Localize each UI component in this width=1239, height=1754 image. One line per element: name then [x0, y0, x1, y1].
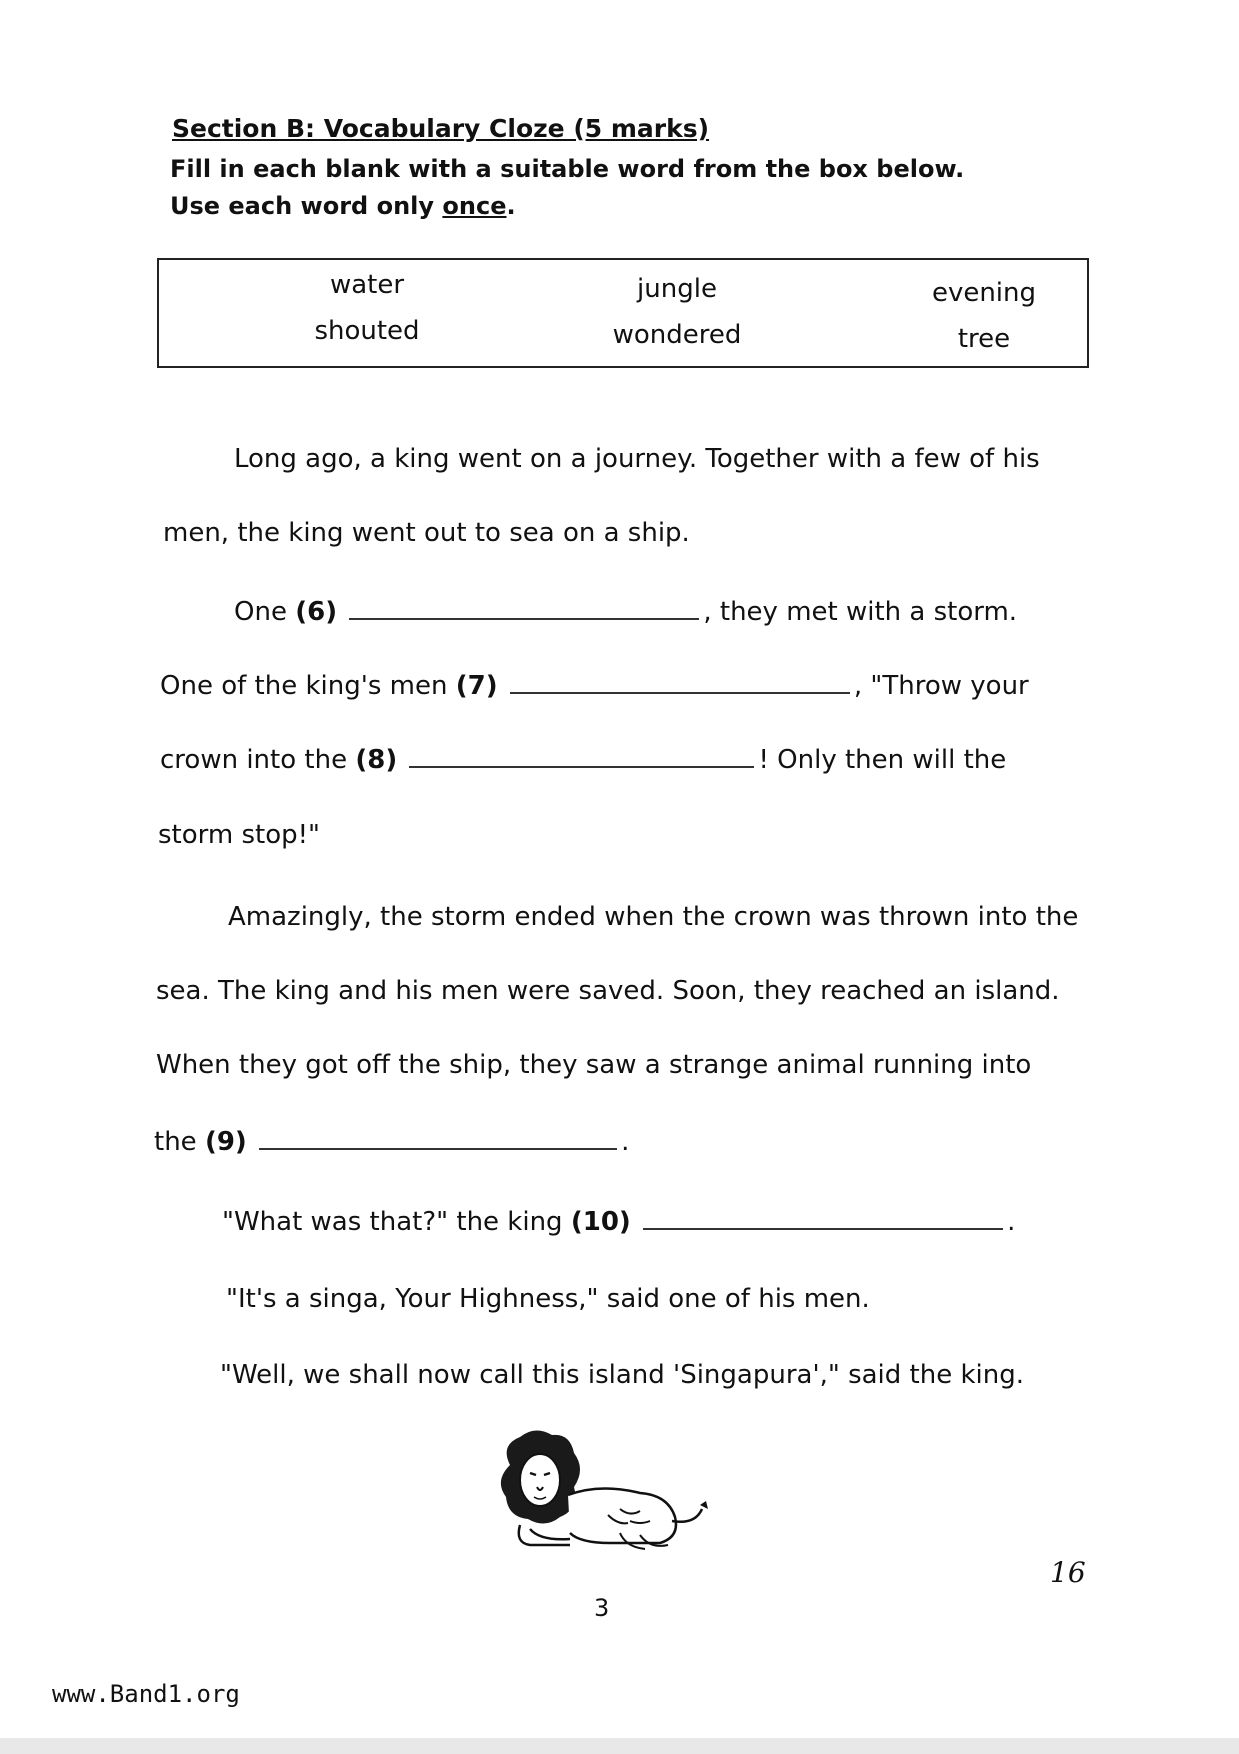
- story-line: sea. The king and his men were saved. Soon, they reached an island.: [156, 976, 1060, 1006]
- story-line: men, the king went out to sea on a ship.: [163, 518, 690, 548]
- instruction-line-1: Fill in each blank with a suitable word from the box below.: [170, 155, 965, 183]
- question-6-line: One (6) , they met with a storm.: [234, 597, 1018, 627]
- story-line: "Well, we shall now call this island 'Singapura'," said the king.: [220, 1360, 1025, 1390]
- lion-illustration: [490, 1425, 720, 1565]
- question-9-line: the (9) .: [154, 1127, 630, 1157]
- word-box-item: evening: [931, 278, 1037, 308]
- instruction-line-2: Use each word only once.: [170, 192, 516, 220]
- word-box: [157, 258, 1089, 368]
- blank-6[interactable]: [349, 596, 699, 620]
- word-box-item: tree: [957, 324, 1011, 354]
- blank-7[interactable]: [510, 670, 850, 694]
- question-6-number: (6): [295, 597, 338, 627]
- question-10-number: (10): [570, 1207, 631, 1237]
- scan-edge: [0, 1738, 1239, 1754]
- footer-url: www.Band1.org: [52, 1680, 240, 1708]
- word-box-item: jungle: [637, 274, 717, 304]
- story-line: Long ago, a king went on a journey. Together with a few of his: [234, 444, 1040, 474]
- story-line: storm stop!": [158, 820, 321, 850]
- question-8-line: crown into the (8) ! Only then will the: [160, 745, 1007, 775]
- blank-9[interactable]: [259, 1126, 617, 1150]
- blank-8[interactable]: [409, 744, 754, 768]
- question-7-line: One of the king's men (7) , "Throw your: [160, 671, 1029, 701]
- question-10-line: "What was that?" the king (10) .: [222, 1207, 1016, 1237]
- word-box-item: wondered: [612, 320, 742, 350]
- section-heading: Section B: Vocabulary Cloze (5 marks): [172, 114, 710, 143]
- question-9-number: (9): [204, 1127, 247, 1157]
- story-line: When they got off the ship, they saw a strange animal running into: [156, 1050, 1032, 1080]
- story-line: Amazingly, the storm ended when the crown was thrown into the: [228, 902, 1079, 932]
- question-7-number: (7): [455, 671, 498, 701]
- blank-10[interactable]: [643, 1206, 1003, 1230]
- emphasis-once: once: [442, 192, 507, 220]
- question-8-number: (8): [355, 745, 398, 775]
- story-line: "It's a singa, Your Highness," said one of his men.: [226, 1284, 870, 1314]
- word-box-item: shouted: [314, 316, 420, 346]
- page-number: 3: [594, 1594, 610, 1622]
- word-box-item: water: [329, 270, 405, 300]
- handwritten-mark: 16: [1050, 1556, 1086, 1589]
